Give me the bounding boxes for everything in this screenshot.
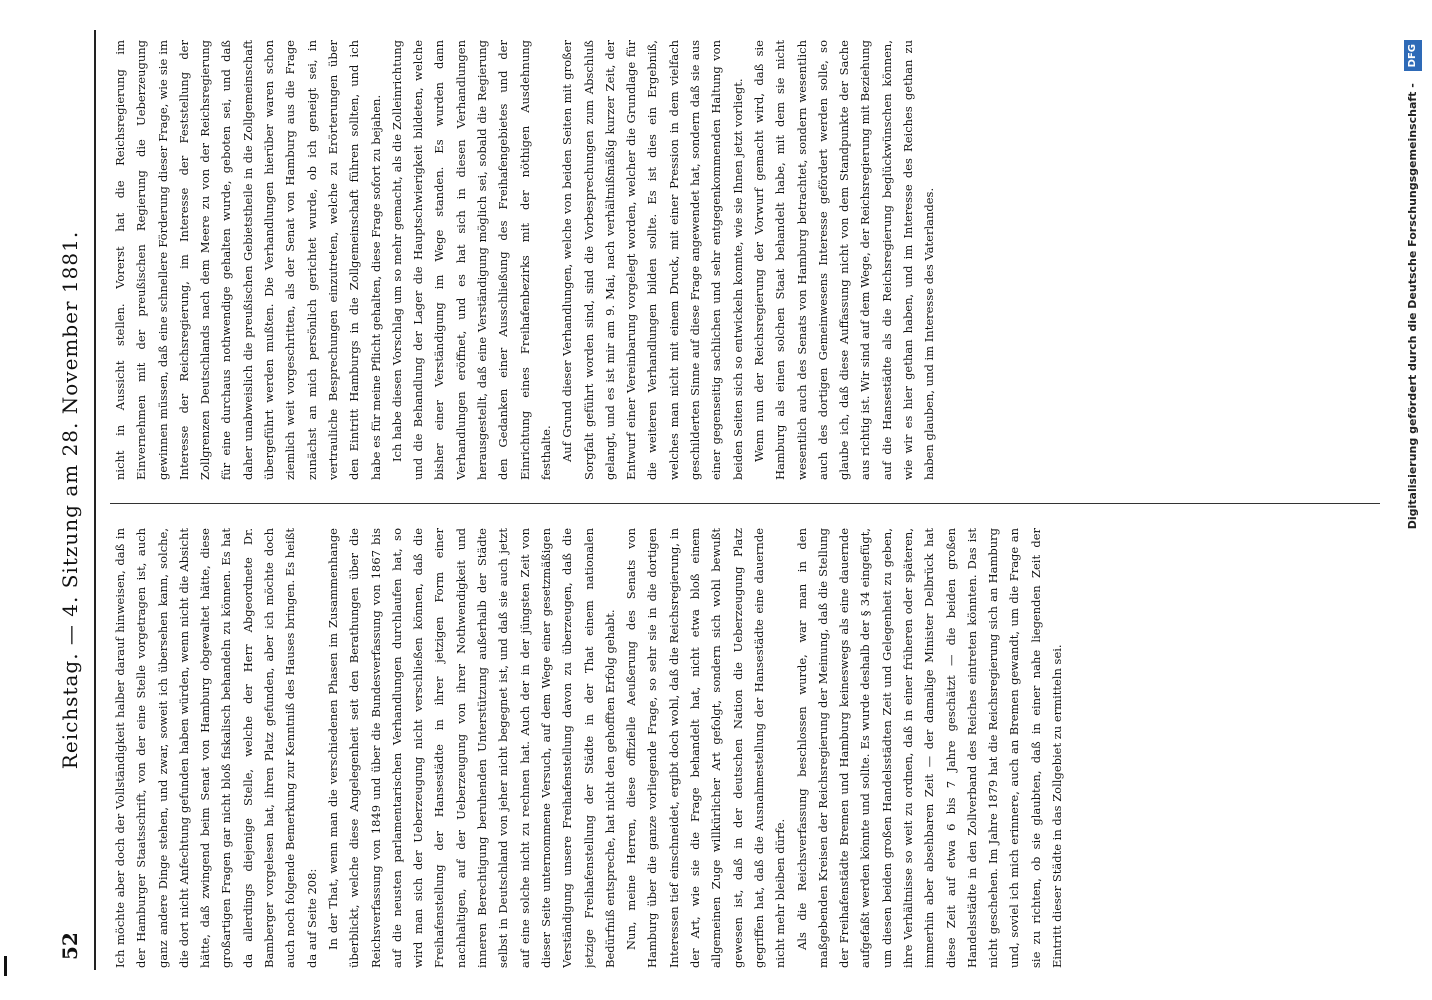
text-column-right: [110, 40, 1380, 480]
column-divider: [110, 503, 1380, 504]
header-rule: [94, 30, 96, 970]
running-title: Reichstag. — 4. Sitzung am 28. November 1881.: [58, 230, 82, 770]
paragraph: nicht in Aussicht stellen. Vorerst hat die Reichsregierung im Einvernehmen mit der preußischen Regierung die Ueberzeugung gewinnen müssen, daß eine schnellere Förderung dieser Frage, wie sie im Interesse der Reichsregierung, im Interesse der Feststellung der Zollgrenzen Deutschlands nach dem Meere zu von der Reichsregierung für eine durchaus nothwendige gehalten wurde, geboten sei, und daß daher unabweislich die preußischen Gebietstheile in die Zollgemeinschaft übergeführt werden mußten. Die Verhandlungen hierüber waren schon ziemlich weit vorgeschritten, als der Senat von Hamburg aus die Frage zunächst an mich persönlich gerichtet wurde, ob ich geneigt sei, in vertrauliche Besprechungen einzutreten, welche zu Erörterungen über den Eintritt Hamburgs in die Zollgemeinschaft führen sollten, und ich habe es für meine Pflicht gehalten, diese Frage sofort zu bejahen.: [113, 40, 383, 480]
paragraph: In der That, wenn man die verschiedenen Phasen im Zusammenhange überblickt, welche diese Angelegenheit seit den Berathungen über die Reichsverfassung von 1849 und über die Bundesverfassung von 1867 bis auf die neusten parlamentarischen Verhandlungen durchlaufen hat, so wird man sich der Ueberzeugung nicht verschließen können, daß die Freihafenstellung der Hansestädte in ihrer jetzigen Form einer nachhaltigen, auf der Ueberzeugung von ihrer Nothwendigkeit und inneren Berechtigung beruhenden Unterstützung außerhalb der Städte selbst in Deutschland von jeher nicht begegnet ist, und daß sie auch jetzt auf eine solche nicht zu rechnen hat. Auch der in der jüngsten Zeit von dieser Seite unternommene Versuch, auf dem Wege einer gesetzmäßigen Verständigung unsere Freihafenstellung davon zu überzeugen, daß die jetzige Freihafenstellung der Städte in der That einem nationalen Bedürfniß entspreche, hat nicht den gehofften Erfolg gehabt.: [325, 528, 617, 968]
dfg-logo: DFG: [1404, 40, 1422, 71]
page-header: [50, 30, 90, 970]
paragraph: Ich habe diesen Vorschlag um so mehr gemacht, als die Zolleinrichtung und die Behandlung der Lager die Hauptschwierigkeit bildeten, welche bisher einer Verständigung im Wege standen. Es wurden dann Verhandlungen eröffnet, und es hat sich in diesen Verhandlungen herausgestellt, daß eine Verständigung möglich sei, sobald die Regierung den Gedanken einer Ausschließung des Freihafengebietes und der Einrichtung eines Freihafenbezirks mit der nöthigen Ausdehnung festhalte.: [389, 40, 553, 480]
page-number: 52: [58, 932, 82, 960]
paragraph: Als die Reichsverfassung beschlossen wurde, war man in den maßgebenden Kreisen der Reichsregierung der Meinung, daß die Stellung der Freihafenstädte Bremen und Hamburg keineswegs als eine dauernde aufgefaßt werden könnte und sollte. Es wurde deshalb der § 34 eingefügt, um diesen beiden großen Handelsstädten Zeit und Gelegenheit zu geben, ihre Verhältnisse so weit zu ordnen, daß in einer früheren oder späteren, immerhin aber absehbaren Zeit — der damalige Minister Delbrück hat diese Zeit auf etwa 6 bis 7 Jahre geschätzt — die beiden großen Handelsstädte in den Zollverband des Reiches eintreten könnten. Das ist nicht geschehen. Im Jahre 1879 hat die Reichsregierung sich an Hamburg und, soviel ich mich erinnere, auch an Bremen gewandt, um die Frage an sie zu richten, ob sie glaubten, daß in einer nahe liegenden Zeit der Eintritt dieser Städte in das Zollgebiet zu ermitteln sei.: [794, 528, 1065, 968]
paragraph: Nun, meine Herren, diese offizielle Aeußerung des Senats von Hamburg über die ganze vorliegende Frage, so sehr sie in die dortigen Interessen tief einschneidet, ergibt doch wohl, daß die Reichsregierung, in der Art, wie sie die Frage behandelt hat, nicht etwa bloß einem allgemeinen Zuge willkürlicher Art gefolgt, sondern sich wohl bewußt gewesen ist, daß in der deutschen Nation die Ueberzeugung Platz gegriffen hat, daß die Ausnahmestellung der Hansestädte eine dauernde nicht mehr bleiben dürfe.: [624, 528, 788, 968]
scanned-page: [40, 20, 1400, 980]
paragraph: Wenn nun der Reichsregierung der Vorwurf gemacht wird, daß sie Hamburg als einen solchen Staat behandelt habe, mit dem sie nicht wesentlich auch des Senats von Hamburg betrachtet, sondern wesentlich auch des dortigen Gemeinwesens Interesse gefördert werden solle, so glaube ich, daß diese Auffassung nicht von dem Standpunkte der Sache aus richtig ist. Wir sind auf dem Wege, der Reichsregierung mit Beziehung auf die Hansestädte als die Reichsregierung beglückwünschen können, wie wir es hier gethan haben, und im Interesse des Reiches gethan zu haben glauben, und im Interesse des Vaterlandes.: [751, 40, 937, 480]
digitization-credit-text: Digitalisierung gefördert durch die Deutsche Forschungsgemeinschaft -: [1406, 83, 1419, 530]
text-column-left: [110, 528, 1380, 968]
paragraph: Ich möchte aber doch der Vollständigkeit halber darauf hinweisen, daß in der Hamburger Staatsschrift, von der eine Stelle vorgetragen ist, auch ganz andere Dinge stehen, und zwar, soweit ich übersehen kann, solche, die dort nicht Anfechtung gefunden haben würden, wenn nicht die Absicht hätte, daß zwingend beim Senat von Hamburg obgewaltet hätte, diese großartigen Fragen gar nicht bloß fiskalisch behandeln zu können. Es hat da allerdings diejenige Stelle, welche der Herr Abgeordnete Dr. Bamberger vorgelesen hat, ihren Platz gefunden, aber ich möchte doch auch noch folgende Bemerkung zur Kenntniß des Hauses bringen. Es heißt da auf Seite 208:: [113, 528, 319, 968]
digitization-credit: [1398, 40, 1428, 970]
paragraph: Auf Grund dieser Verhandlungen, welche von beiden Seiten mit großer Sorgfalt geführt worden sind, sind die Vorbesprechungen zum Abschluß gelangt, und es ist mir am 9. Mai, nach verhältnißmäßig kurzer Zeit, der Entwurf einer Vereinbarung vorgelegt worden, welcher die Grundlage für die weiteren Verhandlungen bilden sollte. Es ist dies ein Ergebniß, welches man nicht mit einem Druck, mit einer Pression in dem vielfach geschilderten Sinne auf diese Frage angewendet hat, sondern daß sie aus einer gegenseitig sachlichen und sehr entgegenkommenden Haltung von beiden Seiten sich so entwickeln konnte, wie sie Ihnen jetzt vorliegt.: [560, 40, 745, 480]
scan-margin-mark: [4, 956, 7, 976]
